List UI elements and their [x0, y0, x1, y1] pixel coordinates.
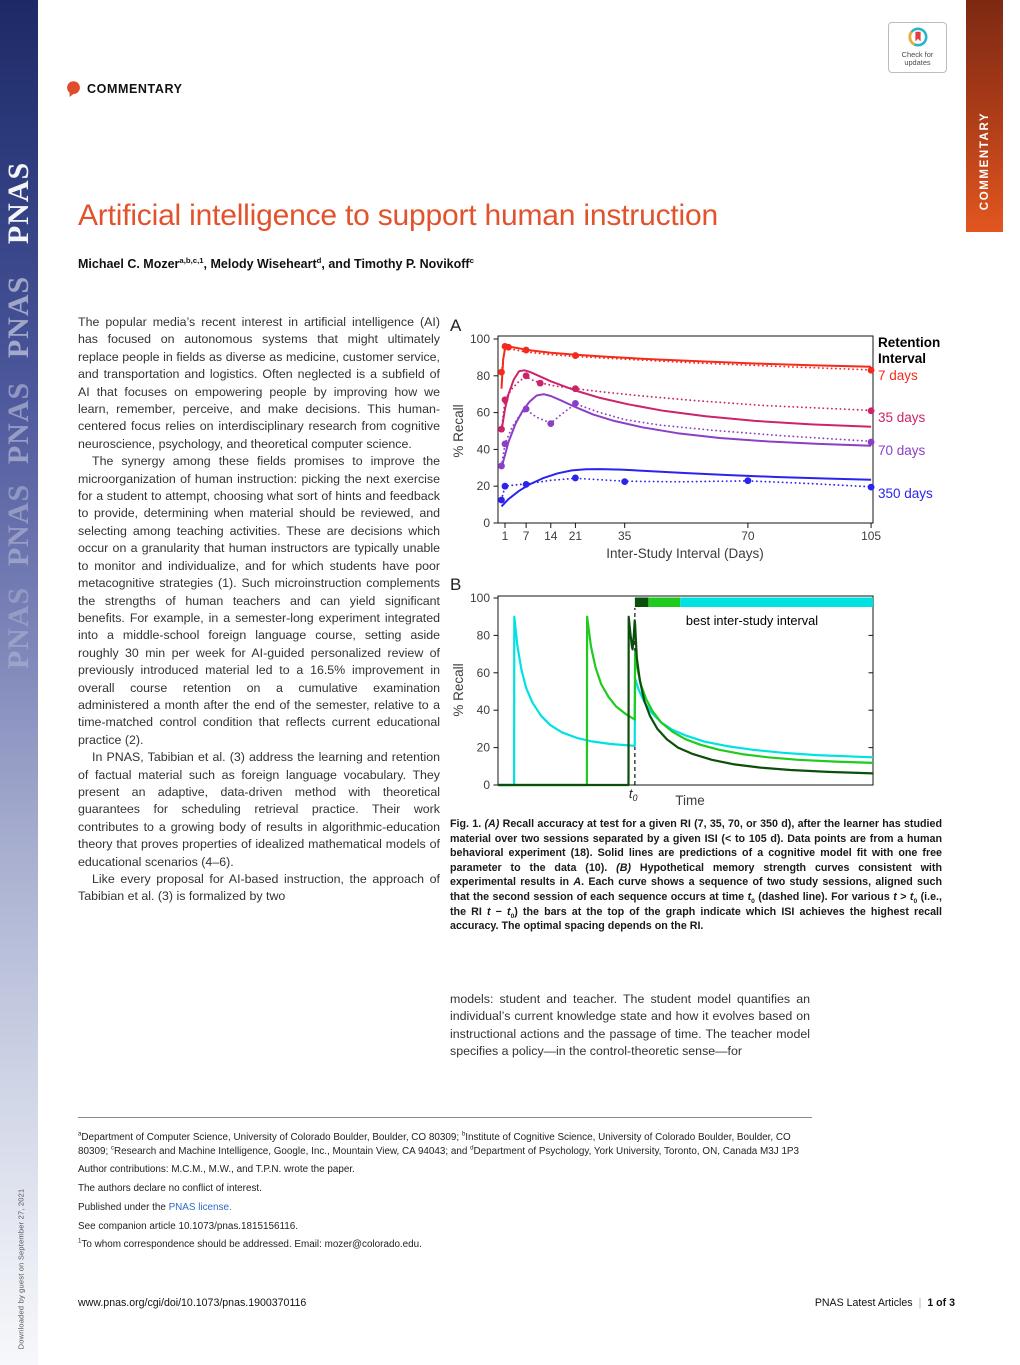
footnote-license	[78, 1201, 812, 1215]
bookmark-icon	[915, 32, 920, 42]
article-title: Artificial intelligence to support human instruction	[78, 199, 718, 232]
license-prefix: Published under the	[78, 1201, 169, 1213]
svg-text:60: 60	[476, 665, 490, 680]
figure-caption: Fig. 1. (A) Recall accuracy at test for a given RI (7, 35, 70, or 350 d), after the learner has studied material over two sessions separated by a given ISI (< to 105 d). Data points are from a human behavioral experiment (18). Solid lines are predictions of a cognitive model fit with one free parameter to the data (10). (B) Hypothetical memory strength curves consistent with experimental results in A. Each curve shows a sequence of two study sessions, aligned such that the second session of each sequence occurs at time $t_0$ (dashed line). For various $t > t_0$ (i.e., the RI $t - t_0$) the bars at the top of the graph indicate which ISI achieves the highest recall accuracy. The optimal spacing depends on the RI.	[450, 818, 943, 933]
best-isi-bar-2	[648, 598, 680, 608]
pnas-wordmark: PNAS	[2, 275, 35, 359]
commentary-banner-label: COMMENTARY	[978, 111, 991, 211]
svg-text:7: 7	[522, 529, 530, 543]
paragraph-2: The synergy among these fields promises to improve the microorganization of human instruction: picking the next exercise for a student to attempt, choosing what sort of hints and feedback to provide, determining when material should be reviewed, and selecting among teaching activities. These are decisions which occur on a granularity that human instructors are typically unable to monitor and individualize, and for which students have poor metacognitive strategies (1). Such microinstruction complements the strengths of human teachers and can yield significant benefits. For example, in a semester-long experiment integrated into a middle-school foreign language course, setting aside roughly 30 min per week for AI-guided personalized review of previously introduced material led to a 16.5% improvement in overall course retention on a cumulative examination administered a month after the end of the semester, relative to a time-matched control condition that reflects current educational practice (2).	[78, 454, 440, 747]
footnote-correspondence: $^1$To whom correspondence should be addressed. Email: mozer@colorado.edu.	[78, 1237, 422, 1251]
best-isi-bar-1	[635, 598, 649, 608]
legend-item-7-days: 7 days	[878, 368, 918, 383]
svg-text:21: 21	[568, 529, 583, 543]
footer-right	[815, 1297, 955, 1309]
kicker	[67, 80, 183, 98]
svg-text:1: 1	[501, 529, 509, 543]
svg-text:35: 35	[618, 529, 632, 543]
series-70-days	[498, 394, 874, 469]
ylabel-b: % Recall	[451, 663, 466, 717]
footnote-contributions: Author contributions: M.C.M., M.W., and T.P.N. wrote the paper.	[78, 1164, 355, 1176]
svg-text:20: 20	[476, 479, 490, 494]
paragraph-5: models: student and teacher. The student model quantifies an individual’s current knowledge state and how it evolves based on instructional actions and the passage of time. The teacher model specifies a policy—in the control-theoretic sense—for	[450, 992, 810, 1059]
series-350-days	[498, 469, 874, 506]
legend-item-35-days: 35 days	[878, 410, 926, 425]
footer-separator: |	[918, 1297, 922, 1309]
svg-text:70: 70	[741, 529, 755, 543]
pnas-logo-strip	[0, 0, 38, 1365]
speech-bubble-icon	[67, 81, 80, 98]
best-isi-bar-3	[680, 598, 873, 608]
pnas-wordmark: PNAS	[2, 161, 35, 245]
pnas-wordmark: PNAS	[2, 381, 35, 465]
check-updates-badge[interactable]	[888, 22, 947, 73]
update-ring-icon	[905, 25, 931, 51]
kicker-label: COMMENTARY	[87, 82, 183, 96]
footnotes	[78, 1117, 812, 1252]
svg-text:80: 80	[476, 368, 490, 383]
check-updates-text: Check for updates	[901, 50, 934, 68]
chart-b-memory-strength	[450, 578, 955, 812]
svg-text:105: 105	[861, 529, 882, 543]
series-35-days	[498, 370, 874, 432]
footnote-conflict: The authors declare no conflict of interest.	[78, 1183, 262, 1195]
commentary-banner	[966, 0, 1003, 232]
svg-text:14: 14	[544, 529, 558, 543]
xlabel-b: Time	[675, 793, 705, 808]
svg-text:40: 40	[476, 703, 490, 718]
svg-text:20: 20	[476, 740, 490, 755]
t0-label: $t_0$	[628, 786, 638, 803]
best-isi-annotation: best inter-study interval	[685, 613, 819, 628]
panel-b-label: B	[450, 575, 462, 594]
svg-text:0: 0	[483, 516, 490, 530]
pnas-license-link[interactable]: PNAS license.	[168, 1201, 232, 1213]
svg-text:40: 40	[476, 442, 490, 457]
footer-journal: PNAS Latest Articles	[814, 1297, 913, 1309]
paragraph-1: The popular media’s recent interest in artificial intelligence (AI) has focused on autonomous systems that might ultimately replace people in fields as diverse as medicine, customer service, and transportation and logistics. Often neglected is a subfield of AI that focuses on empowering people by improving how we learn, remember, perceive, and make decisions. This human-centered focus relies on interdisciplinary research from cognitive neuroscience, psychology, and theoretical computer science.	[78, 315, 440, 451]
svg-text:0: 0	[483, 778, 490, 792]
paragraph-4: Like every proposal for AI-based instruction, the approach of Tabibian et al. (3) is formalized by two	[78, 872, 440, 904]
legend-title: Retention Interval	[878, 335, 941, 366]
downloaded-note: Downloaded by guest on September 27, 2021	[16, 1188, 26, 1350]
svg-text:60: 60	[476, 405, 490, 420]
svg-text:100: 100	[469, 591, 490, 605]
legend-item-350-days: 350 days	[878, 486, 933, 501]
xlabel-a: Inter-Study Interval (Days)	[606, 546, 764, 561]
curve-green-medium-isi	[498, 617, 873, 785]
svg-text:100: 100	[469, 332, 490, 346]
legend-item-70-days: 70 days	[878, 443, 926, 458]
pnas-wordmark: PNAS	[2, 483, 35, 567]
paragraph-3: In PNAS, Tabibian et al. (3) address the learning and retention of factual material such as foreign language vocabulary. They present an adaptive, data-driven method with theoretical guarantees for scheduling retrieval practice. Their work contributes to a growing body of results in algorithmic-education theory that proves properties of idealized mathematical models of educational scenarios (4–6).	[78, 750, 440, 869]
svg-text:80: 80	[476, 628, 490, 643]
footer-doi: www.pnas.org/cgi/doi/10.1073/pnas.1900370116	[78, 1297, 307, 1309]
footer-page-number: 1 of 3	[927, 1297, 955, 1309]
plot-box-a	[498, 336, 873, 523]
footnote-companion: See companion article 10.1073/pnas.1815156116.	[78, 1220, 298, 1232]
body-column-left	[78, 314, 440, 906]
ylabel-a: % Recall	[451, 404, 466, 458]
panel-a-label: A	[450, 316, 462, 335]
pnas-wordmark: PNAS	[2, 586, 35, 670]
affiliations: $^a$Department of Computer Science, University of Colorado Boulder, Boulder, CO 80309; $^b$Institute of Cognitive Science, University of Colorado Boulder, Boulder, CO 80309; $^c$Research and Machine Intelligence, Google, Inc., Mountain View, CA 94043; and $^d$Department of Psychology, York University, Toronto, ON, Canada M3J 1P3	[78, 1130, 800, 1157]
figure-1	[450, 315, 955, 815]
authors-line: Michael C. Mozer$^{a,b,c,1}$, Melody Wiseheart$^d$, and Timothy P. Novikoff$^c$	[78, 255, 474, 271]
body-column-right	[450, 991, 810, 1061]
